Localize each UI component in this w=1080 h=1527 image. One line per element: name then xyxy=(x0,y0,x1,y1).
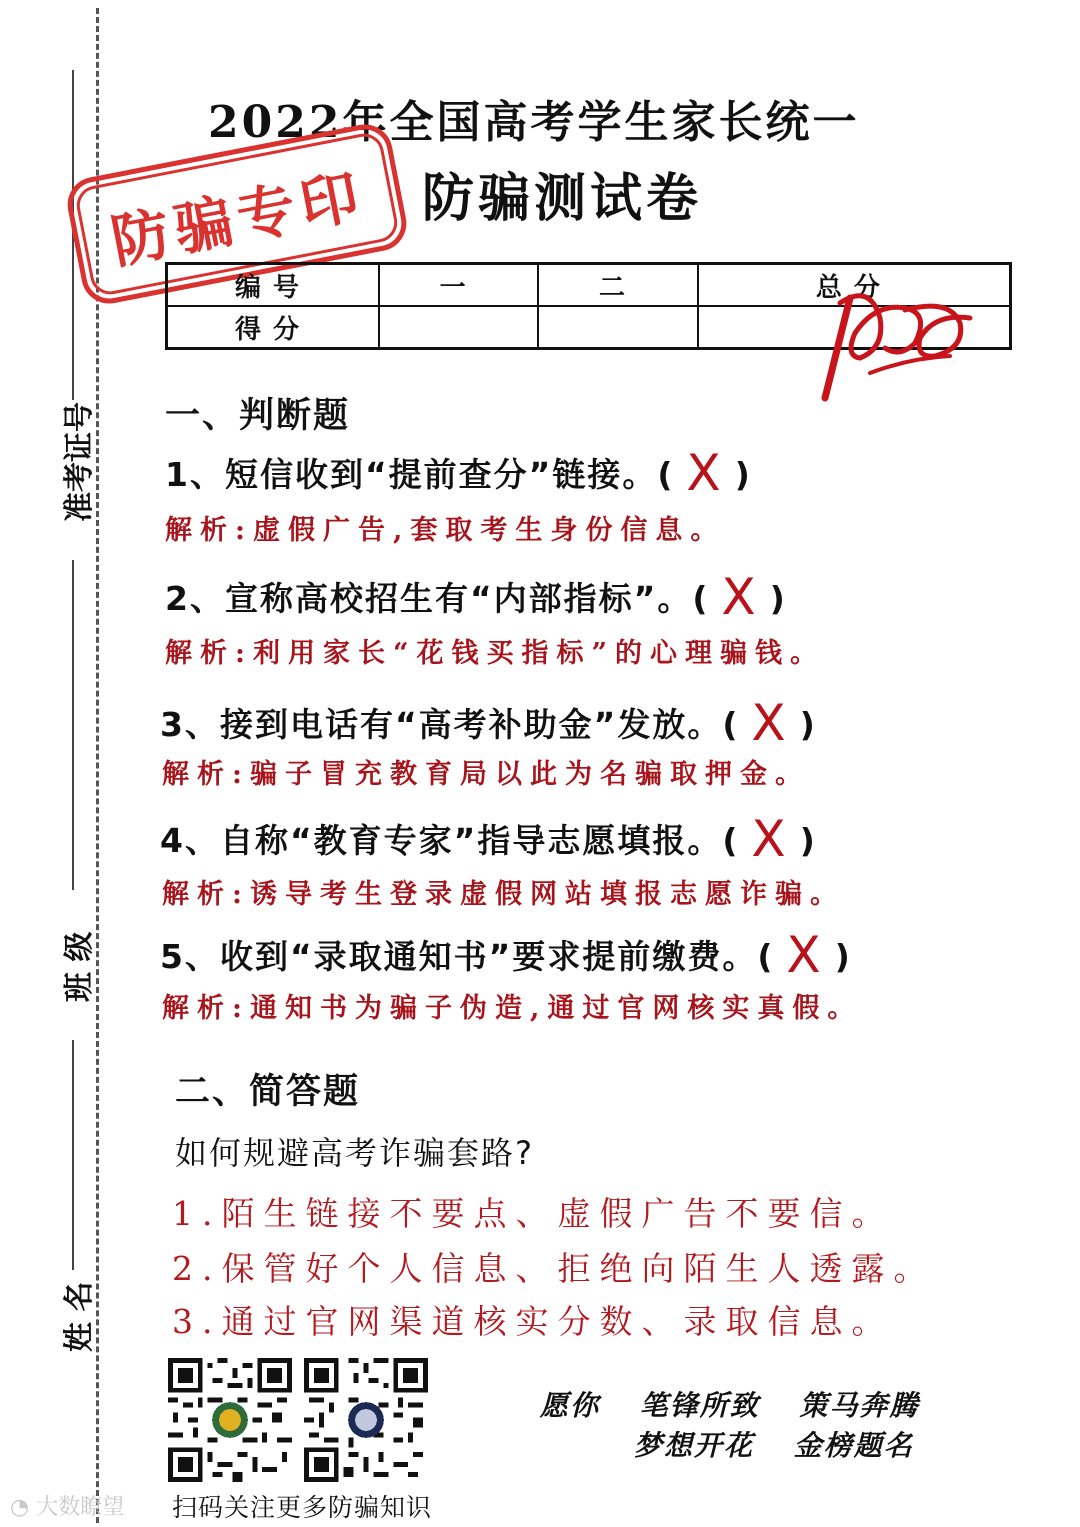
question-3-close: ) xyxy=(799,705,817,744)
score-row-label: 得分 xyxy=(167,306,380,349)
question-1-mark: X xyxy=(686,444,723,502)
question-3-analysis: 解析:骗子冒充教育局以此为名骗取押金。 xyxy=(162,759,810,790)
question-4-text: 4、自称“教育专家”指导志愿填报。( xyxy=(160,821,740,860)
score-cell-part2 xyxy=(538,306,697,349)
question-5 xyxy=(160,926,852,984)
blessing-line2 xyxy=(634,1424,914,1464)
question-4-analysis: 解析:诱导考生登录虚假网站填报志愿诈骗。 xyxy=(162,879,845,910)
question-2-close: ) xyxy=(769,579,787,618)
score-header-part2: 二 xyxy=(538,264,697,307)
question-1 xyxy=(165,444,752,502)
question-5-analysis: 解析:通知书为骗子伪造,通过官网核实真假。 xyxy=(162,993,863,1024)
blessing-part-4: 梦想开花 xyxy=(634,1429,755,1462)
page-title-line2: 防骗测试卷 xyxy=(422,168,703,229)
name-line xyxy=(72,1040,74,1270)
name-label: 姓 名 xyxy=(62,1281,97,1352)
page-title-line1: 2022年全国高考学生家长统一 xyxy=(208,97,860,148)
score-header-number: 编号 xyxy=(167,264,380,307)
question-4 xyxy=(160,810,817,868)
qr-code-2[interactable] xyxy=(304,1358,428,1482)
question-5-close: ) xyxy=(834,937,852,976)
question-2-text: 2、宣称高校招生有“内部指标”。( xyxy=(165,579,710,618)
watermark-text: 大数瞭望 xyxy=(36,1495,125,1520)
question-2 xyxy=(165,568,787,626)
question-1-analysis: 解析:虚假广告,套取考生身份信息。 xyxy=(165,515,726,546)
question-4-close: ) xyxy=(799,821,817,860)
answer-1: 1.陌生链接不要点、虚假广告不要信。 xyxy=(172,1194,894,1233)
blessing-part-1: 愿你 xyxy=(540,1389,601,1422)
blessing-part-5: 金榜题名 xyxy=(793,1429,914,1462)
section1-title: 一、判断题 xyxy=(165,396,351,436)
answer-3: 3.通过官网渠道核实分数、录取信息。 xyxy=(172,1302,894,1341)
section2-title: 二、简答题 xyxy=(175,1072,361,1112)
score-header-part1: 一 xyxy=(379,264,538,307)
stamp-text: 防骗专印 xyxy=(73,130,400,298)
blessing-part-3: 策马奔腾 xyxy=(799,1389,920,1422)
exam-id-label: 准考证号 xyxy=(62,402,97,522)
question-5-text: 5、收到“录取通知书”要求提前缴费。( xyxy=(160,937,775,976)
watermark xyxy=(10,1490,124,1521)
question-3-mark: X xyxy=(751,694,788,752)
class-line xyxy=(72,560,74,890)
qr-code-1[interactable] xyxy=(168,1358,292,1482)
qr-caption: 扫码关注更多防骗知识 xyxy=(172,1493,433,1522)
question-3-text: 3、接到电话有“高考补助金”发放。( xyxy=(160,705,740,744)
score-header-total: 总分 xyxy=(698,264,1011,307)
class-label: 班 级 xyxy=(62,931,97,1002)
question-2-mark: X xyxy=(721,568,758,626)
score-cell-part1 xyxy=(379,306,538,349)
question-1-text: 1、短信收到“提前查分”链接。( xyxy=(165,455,675,494)
short-answer-question: 如何规避高考诈骗套路? xyxy=(175,1134,534,1172)
answer-2: 2.保管好个人信息、拒绝向陌生人透露。 xyxy=(172,1249,936,1288)
question-3 xyxy=(160,694,817,752)
handwritten-score-100 xyxy=(810,278,980,408)
question-2-analysis: 解析:利用家长“花钱买指标”的心理骗钱。 xyxy=(165,638,826,669)
blessing-line1 xyxy=(540,1384,920,1424)
question-4-mark: X xyxy=(751,810,788,868)
blessing-part-2: 笔锋所致 xyxy=(639,1389,760,1422)
watermark-logo-icon: ◔ xyxy=(10,1495,30,1520)
question-5-mark: X xyxy=(786,926,823,984)
question-1-close: ) xyxy=(734,455,752,494)
